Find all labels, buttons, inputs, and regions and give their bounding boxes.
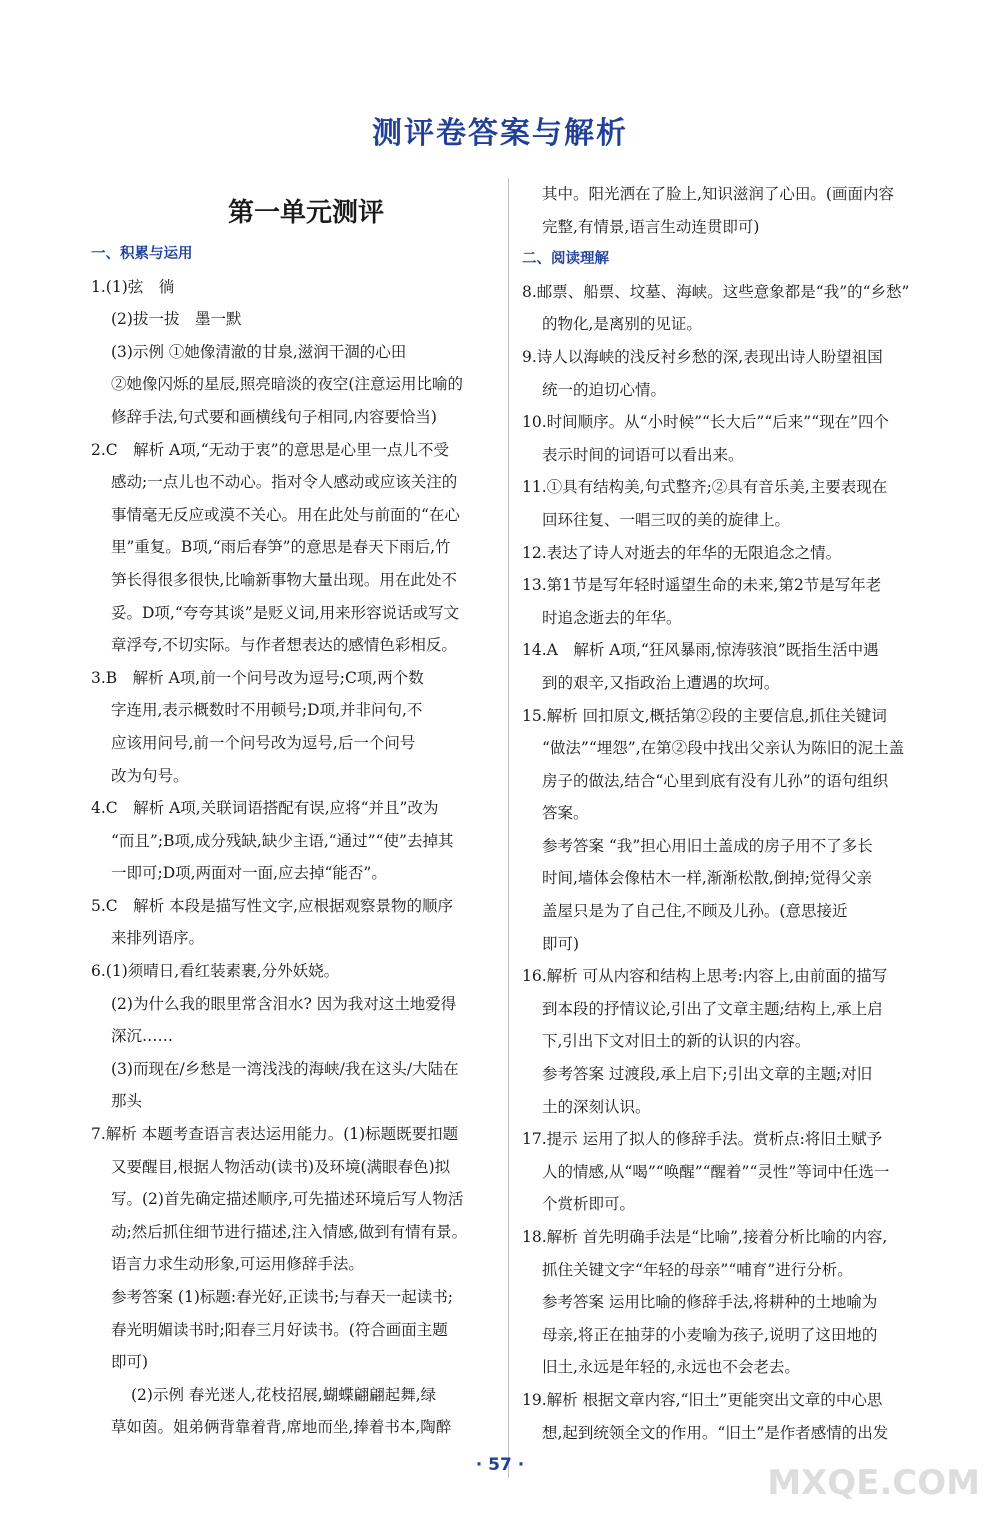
answer-line: 人的情感,从“喝”“唤醒”“醒着”“灵性”等词中任选一 bbox=[542, 1162, 890, 1181]
answer-line: 妥。D项,“夸夸其谈”是贬义词,用来形容说话或写文 bbox=[111, 603, 460, 622]
answer-line: 字连用,表示概数时不用顿号;D项,并非问句,不 bbox=[111, 701, 423, 720]
answer-line: 其中。阳光洒在了脸上,知识滋润了心田。(画面内容 bbox=[542, 185, 894, 203]
answer-line: 想,起到统领全文的作用。“旧土”是作者感情的出发 bbox=[542, 1423, 889, 1442]
right-column bbox=[522, 178, 952, 1449]
answer-line: “而且”;B项,成分残缺,缺少主语,“通过”“使”去掉其 bbox=[111, 831, 454, 850]
answer-line: 到的艰辛,又指政治上遭遇的坎坷。 bbox=[542, 673, 780, 692]
answer-line: 即可) bbox=[542, 934, 580, 953]
answer-line: 完整,有情景,语言生动连贯即可) bbox=[542, 217, 760, 236]
answer-line: 8.邮票、船票、坟墓、海峡。这些意象都是“我”的“乡愁” bbox=[522, 282, 910, 301]
answer-line: 即可) bbox=[111, 1353, 149, 1372]
unit-title: 第一单元测评 bbox=[227, 198, 384, 228]
answer-line: 个赏析即可。 bbox=[542, 1195, 636, 1214]
answer-line: 的物化,是离别的见证。 bbox=[542, 315, 702, 334]
answer-line: 那头 bbox=[111, 1092, 143, 1111]
answer-line: 3.B 解析 A项,前一个问号改为逗号;C项,两个数 bbox=[91, 668, 424, 687]
answer-line: 10.时间顺序。从“小时候”“长大后”“后来”“现在”四个 bbox=[522, 413, 890, 432]
answer-line: 2.C 解析 A项,“无动于衷”的意思是心里一点儿不受 bbox=[91, 440, 450, 459]
answer-line: 语言力求生动形象,可运用修辞手法。 bbox=[111, 1255, 364, 1274]
answer-line: 修辞手法,句式要和画横线句子相同,内容要恰当) bbox=[111, 407, 437, 426]
answer-line: 统一的迫切心情。 bbox=[542, 380, 667, 399]
answer-line: 旧土,永远是年轻的,永远也不会老去。 bbox=[542, 1358, 800, 1377]
answer-line: 答案。 bbox=[542, 804, 589, 823]
answer-line: 14.A 解析 A项,“狂风暴雨,惊涛骇浪”既指生活中遇 bbox=[522, 641, 879, 660]
answer-line: 改为句号。 bbox=[111, 766, 189, 785]
answer-line: 来排列语序。 bbox=[111, 929, 205, 948]
answer-line: 9.诗人以海峡的浅反衬乡愁的深,表现出诗人盼望祖国 bbox=[522, 347, 883, 366]
answer-line: 里”重复。B项,“雨后春笋”的意思是春天下雨后,竹 bbox=[111, 538, 451, 557]
answer-line: “做法”“埋怨”,在第②段中找出父亲认为陈旧的泥土盖 bbox=[542, 739, 905, 758]
answer-line: 时间,墙体会像枯木一样,渐渐松散,倒掉;觉得父亲 bbox=[542, 869, 873, 888]
answer-line: 表示时间的词语可以看出来。 bbox=[542, 445, 744, 464]
answer-line: 草如茵。姐弟俩背靠着背,席地而坐,捧着书本,陶醉 bbox=[111, 1418, 452, 1437]
answer-line: 4.C 解析 A项,关联词语搭配有误,应将“并且”改为 bbox=[91, 799, 439, 818]
answer-line: 参考答案 “我”担心用旧土盖成的房子用不了多长 bbox=[542, 836, 873, 855]
section-heading: 二、阅读理解 bbox=[522, 251, 609, 268]
left-lines bbox=[91, 238, 521, 1444]
answer-line: 感动;一点儿也不动心。指对令人感动或应该关注的 bbox=[111, 473, 458, 492]
answer-line: ②她像闪烁的星辰,照亮暗淡的夜空(注意运用比喻的 bbox=[111, 375, 463, 394]
answer-line: 章浮夸,不切实际。与作者想表达的感情色彩相反。 bbox=[111, 636, 457, 655]
answer-line: (2)示例 春光迷人,花枝招展,蝴蝶翩翩起舞,绿 bbox=[131, 1385, 437, 1404]
left-column bbox=[91, 192, 521, 1444]
answer-line: (3)示例 ①她像清澈的甘泉,滋润干涸的心田 bbox=[111, 342, 407, 361]
watermark: MXQE.COM bbox=[767, 1463, 980, 1503]
answer-line: 动;然后抓住细节进行描述,注入情感,做到有情有景。 bbox=[111, 1222, 468, 1241]
answer-line: 盖屋只是为了自己住,不顾及儿孙。(意思接近 bbox=[542, 902, 848, 921]
page-number: · 57 · bbox=[475, 1455, 525, 1475]
answer-line: 17.提示 运用了拟人的修辞手法。赏析点:将旧土赋予 bbox=[522, 1130, 883, 1149]
answer-line: 笋长得很多很快,比喻新事物大量出现。用在此处不 bbox=[111, 570, 457, 589]
answer-line: 下,引出下文对旧土的新的认识的内容。 bbox=[542, 1032, 811, 1051]
answer-line: (2)为什么我的眼里常含泪水? 因为我对这土地爱得 bbox=[111, 994, 457, 1013]
answer-line: 事情毫无反应或漠不关心。用在此处与前面的“在心 bbox=[111, 505, 460, 524]
answer-line: 抓住关键文字“年轻的母亲”“哺育”进行分析。 bbox=[542, 1260, 853, 1279]
answer-line: 又要醒目,根据人物活动(读书)及环境(满眼春色)拟 bbox=[111, 1157, 451, 1176]
answer-line: 房子的做法,结合“心里到底有没有儿孙”的语句组织 bbox=[542, 771, 889, 790]
answer-line: 母亲,将正在抽芽的小麦喻为孩子,说明了这田地的 bbox=[542, 1325, 878, 1344]
answer-line: (2)拔一拔 墨一默 bbox=[111, 310, 242, 329]
page-title: 测评卷答案与解析 bbox=[372, 116, 628, 151]
answer-line: 深沉…… bbox=[111, 1027, 174, 1046]
answer-line: 12.表达了诗人对逝去的年华的无限追念之情。 bbox=[522, 543, 842, 562]
answer-line: 春光明媚读书时;阳春三月好读书。(符合画面主题 bbox=[111, 1320, 448, 1339]
answer-line: (3)而现在/乡愁是一湾浅浅的海峡/我在这头/大陆在 bbox=[111, 1059, 459, 1078]
answer-line: 写。(2)首先确定描述顺序,可先描述环境后写人物活 bbox=[111, 1190, 464, 1209]
answer-line: 7.解析 本题考查语言表达运用能力。(1)标题既要扣题 bbox=[91, 1125, 459, 1144]
answer-line: 19.解析 根据文章内容,“旧土”更能突出文章的中心思 bbox=[522, 1390, 883, 1409]
answer-line: 5.C 解析 本段是描写性文字,应根据观察景物的顺序 bbox=[91, 896, 454, 915]
answer-line: 应该用问号,前一个问号改为逗号,后一个问号 bbox=[111, 733, 416, 752]
answer-line: 到本段的抒情议论,引出了文章主题;结构上,承上启 bbox=[542, 999, 883, 1018]
answer-line: 参考答案 过渡段,承上启下;引出文章的主题;对旧 bbox=[542, 1065, 873, 1084]
answer-line: 15.解析 回扣原文,概括第②段的主要信息,抓住关键词 bbox=[522, 706, 887, 725]
answer-line: 时追念逝去的年华。 bbox=[542, 608, 682, 627]
answer-line: 16.解析 可从内容和结构上思考:内容上,由前面的描写 bbox=[522, 967, 888, 986]
answer-line: 11.①具有结构美,句式整齐;②具有音乐美,主要表现在 bbox=[522, 478, 888, 497]
answer-line: 土的深刻认识。 bbox=[542, 1097, 651, 1116]
answer-line: 18.解析 首先明确手法是“比喻”,接着分析比喻的内容, bbox=[522, 1228, 888, 1246]
column-divider bbox=[508, 178, 509, 1478]
right-lines bbox=[522, 178, 952, 1449]
answer-line: 参考答案 运用比喻的修辞手法,将耕种的土地喻为 bbox=[542, 1293, 878, 1312]
answer-line: 参考答案 (1)标题:春光好,正读书;与春天一起读书; bbox=[111, 1288, 453, 1306]
answer-line: 13.第1节是写年轻时遥望生命的未来,第2节是写年老 bbox=[522, 576, 882, 595]
answer-line: 一即可;D项,两面对一面,应去掉“能否”。 bbox=[111, 864, 387, 883]
answer-line: 6.(1)须晴日,看红装素裹,分外妖娆。 bbox=[91, 962, 340, 981]
answer-line: 1.(1)弦 徜 bbox=[91, 277, 175, 296]
section-heading: 一、积累与运用 bbox=[91, 246, 193, 262]
answer-line: 回环往复、一唱三叹的美的旋律上。 bbox=[542, 510, 791, 529]
